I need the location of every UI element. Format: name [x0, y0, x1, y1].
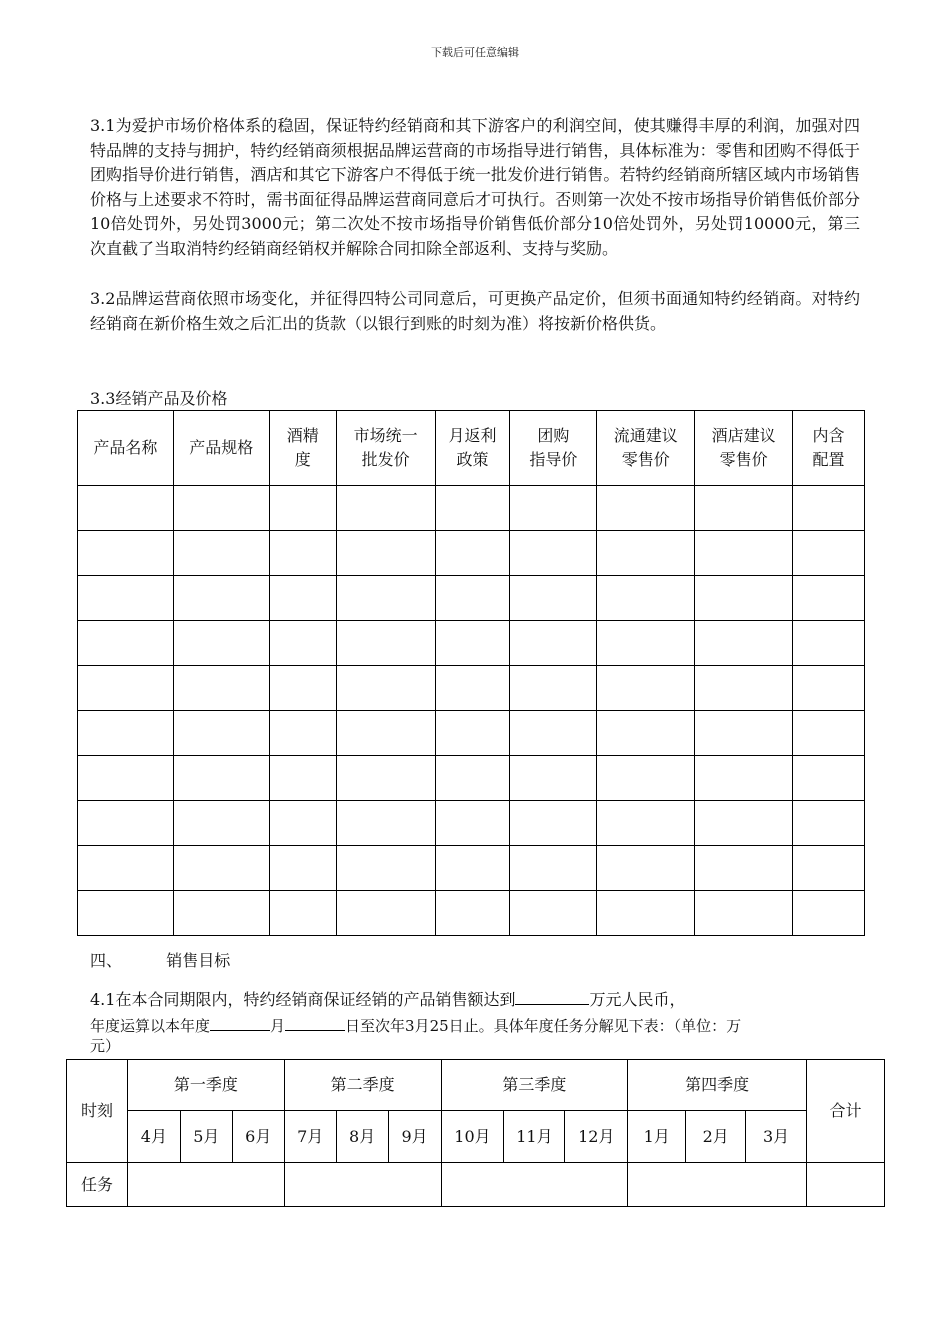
task-cell-total[interactable] [807, 1163, 885, 1207]
paragraph-3-2: 3.2品牌运营商依照市场变化，并征得四特公司同意后，可更换产品定价，但须书面通知特约经销商。对特约经销商在新价格生效之后汇出的货款（以银行到账的时刻为准）将按新价格供货。 [90, 289, 860, 333]
product-table-cell[interactable] [173, 756, 269, 801]
product-table-row [78, 666, 865, 711]
quarter-header-row [67, 1060, 885, 1111]
product-table-row [78, 711, 865, 756]
start-day-blank[interactable] [285, 1012, 345, 1031]
product-table-cell[interactable] [435, 801, 510, 846]
product-table-cell[interactable] [597, 666, 695, 711]
product-table-cell[interactable] [336, 711, 435, 756]
product-table-cell[interactable] [269, 531, 336, 576]
product-table-cell[interactable] [793, 756, 865, 801]
product-table-cell[interactable] [793, 621, 865, 666]
product-header-line: 产品名称 [93, 438, 158, 457]
product-table-row [78, 891, 865, 936]
total-label: 合计 [807, 1060, 885, 1163]
product-table-cell[interactable] [173, 891, 269, 936]
section-4-title: 销售目标 [166, 951, 231, 970]
product-header-line: 零售价 [719, 450, 768, 469]
product-table-cell[interactable] [510, 531, 597, 576]
product-table-cell[interactable] [173, 666, 269, 711]
product-table-cell[interactable] [695, 666, 793, 711]
month-header: 3月 [746, 1111, 807, 1163]
product-table-cell[interactable] [336, 801, 435, 846]
product-table-cell[interactable] [510, 711, 597, 756]
product-table-cell[interactable] [510, 666, 597, 711]
product-table-cell[interactable] [78, 666, 174, 711]
product-table-cell[interactable] [793, 531, 865, 576]
product-table-cell[interactable] [336, 756, 435, 801]
p41-text-f: 元） [90, 1037, 121, 1055]
product-table-cell[interactable] [695, 846, 793, 891]
product-table-cell[interactable] [269, 666, 336, 711]
product-table-cell[interactable] [336, 576, 435, 621]
product-table-cell[interactable] [269, 846, 336, 891]
product-table-cell[interactable] [269, 756, 336, 801]
product-table-cell[interactable] [435, 531, 510, 576]
product-table-cell[interactable] [78, 486, 174, 531]
product-header-cell [435, 411, 510, 486]
product-table-cell[interactable] [597, 576, 695, 621]
product-header-cell [510, 411, 597, 486]
month-header: 8月 [336, 1111, 388, 1163]
product-table-row [78, 486, 865, 531]
product-table-row [78, 801, 865, 846]
product-table-cell[interactable] [269, 891, 336, 936]
product-table-cell[interactable] [597, 891, 695, 936]
month-header: 1月 [628, 1111, 686, 1163]
product-table-cell[interactable] [336, 621, 435, 666]
product-header-line: 批发价 [361, 450, 410, 469]
task-cell-q4[interactable] [628, 1163, 807, 1207]
product-header-line: 内含 [812, 426, 845, 445]
product-table-cell[interactable] [78, 801, 174, 846]
task-cell-q1[interactable] [127, 1163, 284, 1207]
product-table-cell[interactable] [435, 891, 510, 936]
product-table-cell[interactable] [793, 486, 865, 531]
product-header-line: 产品规格 [189, 438, 254, 457]
paragraph-3-1: 3.1为爱护市场价格体系的稳固，保证特约经销商和其下游客户的利润空间，使其赚得丰厚的利润，加强对四特品牌的支持与拥护，特约经销商须根据品牌运营商的市场指导进行销售，具体标准为：零售和团购不得低于团购指导价进行销售，酒店和其它下游客户不得低于统一批发价进行销售。若特约经销商所辖区域内市场销售价格与上述要求不符时，需书面征得品牌运营商同意后才可执行。否则第一次处不按市场指导价销售低价部分 10倍处罚外，另处罚3000元；第二次处不按市场指导价销售低价部分10倍处罚外，另处罚10000元，第三次直截了当取消特约经销商经销权并解除合同扣除全部返利、支持与奖励。 [90, 116, 860, 258]
product-table-cell[interactable] [435, 756, 510, 801]
product-table-cell[interactable] [597, 756, 695, 801]
product-table-cell[interactable] [793, 576, 865, 621]
product-header-line: 政策 [456, 450, 489, 469]
product-table-cell[interactable] [435, 576, 510, 621]
product-header-line: 团购 [537, 426, 570, 445]
product-table-row [78, 756, 865, 801]
product-price-table [77, 410, 865, 936]
product-table-cell[interactable] [510, 486, 597, 531]
p41-text-d: 月 [270, 1017, 286, 1035]
product-table-cell[interactable] [695, 576, 793, 621]
start-month-blank[interactable] [210, 1012, 270, 1031]
product-table-cell[interactable] [269, 486, 336, 531]
month-header: 7月 [284, 1111, 336, 1163]
month-header-row [67, 1111, 885, 1163]
product-table-cell[interactable] [597, 621, 695, 666]
product-table-header-row [78, 411, 865, 486]
product-header-cell [597, 411, 695, 486]
product-table-cell[interactable] [793, 846, 865, 891]
product-table-cell[interactable] [510, 891, 597, 936]
product-table-cell[interactable] [510, 756, 597, 801]
product-table-cell[interactable] [435, 711, 510, 756]
product-table-cell[interactable] [597, 486, 695, 531]
product-header-cell [269, 411, 336, 486]
product-table-cell[interactable] [597, 531, 695, 576]
product-table-cell[interactable] [435, 846, 510, 891]
product-header-line: 酒店建议 [711, 426, 776, 445]
product-table-cell[interactable] [695, 621, 793, 666]
product-table-cell[interactable] [695, 801, 793, 846]
product-table-cell[interactable] [269, 711, 336, 756]
page-header: 下载后可任意编辑 [431, 46, 519, 59]
quarter-header: 第二季度 [284, 1060, 441, 1111]
paragraph-4-1 [90, 986, 865, 1038]
product-table-cell[interactable] [793, 711, 865, 756]
product-table-cell[interactable] [78, 756, 174, 801]
task-cell-q3[interactable] [441, 1163, 628, 1207]
product-header-line: 配置 [812, 450, 845, 469]
product-table-cell[interactable] [336, 891, 435, 936]
product-table-row [78, 846, 865, 891]
sales-amount-blank[interactable] [515, 986, 589, 1005]
product-table-cell[interactable] [510, 621, 597, 666]
month-header: 4月 [127, 1111, 180, 1163]
product-table-cell[interactable] [597, 846, 695, 891]
p41-text-e: 日至次年3月25日止。具体年度任务分解见下表：（单位：万 [345, 1017, 742, 1035]
product-table-cell[interactable] [78, 531, 174, 576]
product-table-cell[interactable] [336, 666, 435, 711]
product-table-cell[interactable] [510, 576, 597, 621]
product-table-cell[interactable] [78, 711, 174, 756]
product-table-cell[interactable] [695, 756, 793, 801]
product-header-cell [793, 411, 865, 486]
product-table-cell[interactable] [597, 801, 695, 846]
product-table-cell[interactable] [597, 711, 695, 756]
product-table-cell[interactable] [695, 486, 793, 531]
product-table-cell[interactable] [793, 801, 865, 846]
p41-text-c: 年度运算以本年度 [90, 1017, 211, 1035]
product-table-cell[interactable] [173, 801, 269, 846]
product-table-row [78, 576, 865, 621]
product-header-line: 度 [294, 450, 311, 469]
product-table-cell[interactable] [78, 576, 174, 621]
month-header: 9月 [388, 1111, 441, 1163]
product-header-cell [78, 411, 174, 486]
product-header-line: 酒精 [286, 426, 319, 445]
product-table-cell[interactable] [173, 846, 269, 891]
product-table-cell[interactable] [336, 531, 435, 576]
product-table-cell[interactable] [435, 486, 510, 531]
quarter-header: 第四季度 [628, 1060, 807, 1111]
product-table-cell[interactable] [269, 621, 336, 666]
p41-text-a: 4.1在本合同期限内，特约经销商保证经销的产品销售额达到 [90, 990, 516, 1009]
month-header: 5月 [180, 1111, 232, 1163]
product-table-cell[interactable] [269, 576, 336, 621]
product-table-cell[interactable] [510, 801, 597, 846]
p41-text-b: 万元人民币， [589, 990, 686, 1009]
product-table-row [78, 531, 865, 576]
product-header-line: 零售价 [621, 450, 670, 469]
task-label: 任务 [67, 1163, 128, 1207]
month-header: 11月 [504, 1111, 565, 1163]
product-table-cell[interactable] [695, 531, 793, 576]
time-label: 时刻 [67, 1060, 128, 1163]
task-row [67, 1163, 885, 1207]
product-header-line: 市场统一 [353, 426, 418, 445]
product-table-cell[interactable] [435, 666, 510, 711]
product-header-cell [173, 411, 269, 486]
product-table-cell[interactable] [793, 891, 865, 936]
product-table-cell[interactable] [695, 711, 793, 756]
product-table-cell[interactable] [435, 621, 510, 666]
product-table-cell[interactable] [173, 621, 269, 666]
product-table-cell[interactable] [269, 801, 336, 846]
section-4-number: 四、 [90, 951, 123, 970]
task-cell-q2[interactable] [284, 1163, 441, 1207]
product-header-line: 流通建议 [613, 426, 678, 445]
product-table-cell[interactable] [336, 486, 435, 531]
product-header-line: 指导价 [529, 450, 578, 469]
product-table-cell[interactable] [510, 846, 597, 891]
product-table-cell[interactable] [793, 666, 865, 711]
product-table-row [78, 621, 865, 666]
sales-target-table [66, 1059, 885, 1207]
section-3-3-title: 3.3经销产品及价格 [90, 389, 228, 408]
product-table-cell[interactable] [336, 846, 435, 891]
product-table-cell[interactable] [78, 891, 174, 936]
month-header: 10月 [441, 1111, 504, 1163]
product-table-cell[interactable] [173, 486, 269, 531]
product-header-cell [695, 411, 793, 486]
quarter-header: 第一季度 [127, 1060, 284, 1111]
product-table-cell[interactable] [173, 531, 269, 576]
product-table-cell[interactable] [78, 846, 174, 891]
product-header-cell [336, 411, 435, 486]
product-table-cell[interactable] [173, 711, 269, 756]
section-4-heading [90, 948, 230, 971]
quarter-header: 第三季度 [441, 1060, 628, 1111]
product-table-cell[interactable] [173, 576, 269, 621]
month-header: 2月 [686, 1111, 746, 1163]
product-table-cell[interactable] [695, 891, 793, 936]
product-header-line: 月返利 [448, 426, 497, 445]
month-header: 12月 [565, 1111, 628, 1163]
product-table-cell[interactable] [78, 621, 174, 666]
month-header: 6月 [232, 1111, 284, 1163]
